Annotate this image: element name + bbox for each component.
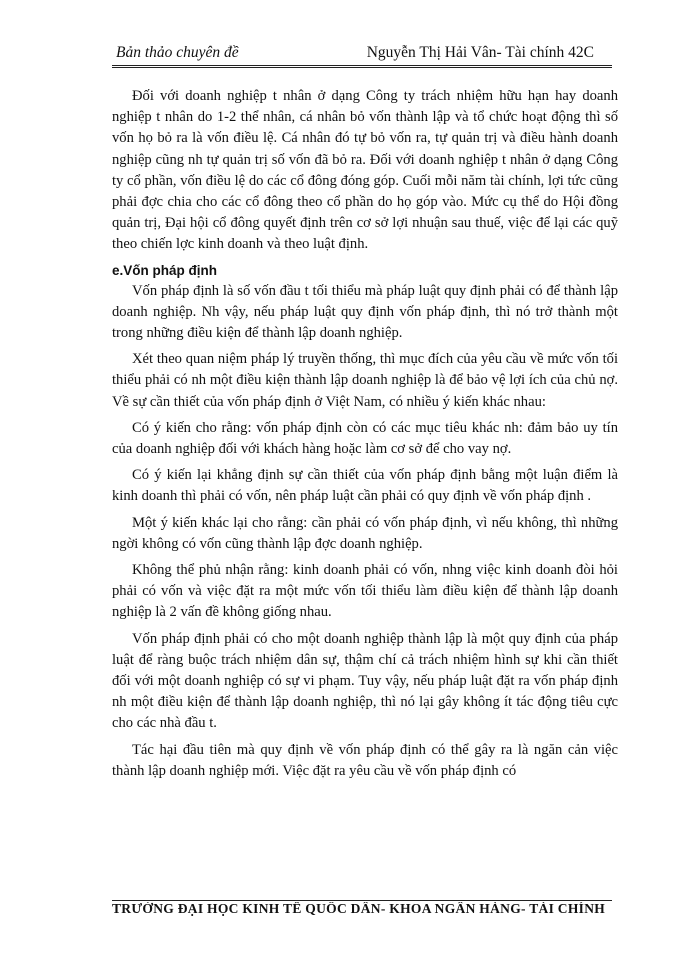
header-document-title: Bản thảo chuyên đề	[116, 44, 239, 61]
body-paragraph: Có ý kiến cho rằng: vốn pháp định còn có các mục tiêu khác nh: đảm bảo uy tín của doanh nghiệp đối với khách hàng hoặc làm cơ sở để cho vay nợ.	[112, 419, 618, 458]
body-paragraph: Tác hại đầu tiên mà quy định về vốn pháp định có thể gây ra là ngăn cản việc thành lập doanh nghiệp mới. Việc đặt ra yêu cầu về vốn pháp định có	[112, 741, 618, 779]
footer-institution: TRƯỜNG ĐẠI HỌC KINH TẾ QUỐC DÂN- KHOA NGÂN HÀNG- TÀI CHÍNH	[112, 902, 606, 916]
footer-divider	[112, 900, 612, 901]
page-header	[112, 38, 612, 64]
page-footer	[112, 902, 622, 916]
body-paragraph: Vốn pháp định phải có cho một doanh nghiệp thành lập là một quy định của pháp luật để ràng buộc trách nhiệm dân sự, thậm chí cả trách nhiệm hình sự khi cần thiết đối với một doanh nghiệp có sự vi phạm. Tuy vậy, nếu pháp luật đặt ra vốn pháp định nh một điều kiện để thành lập doanh nghiệp, thì nó lại gây không ít tác động tiêu cực cho các nhà đầu t.	[112, 630, 618, 732]
header-divider	[112, 65, 612, 68]
body-paragraph: Một ý kiến khác lại cho rằng: cần phải có vốn pháp định, vì nếu không, thì những ngời không có vốn cũng thành lập đợc doanh nghiệp.	[112, 514, 618, 552]
body-paragraph: Xét theo quan niệm pháp lý truyền thống, thì mục đích của yêu cầu về mức vốn tối thiểu phải có nh một điều kiện thành lập doanh nghiệp là để bảo vệ lợi ích của chủ nợ. Về sự cần thiết của vốn pháp định ở Việt Nam, có nhiều ý kiến khác nhau:	[112, 351, 618, 410]
header-author: Nguyễn Thị Hải Vân- Tài chính 42C	[366, 44, 594, 61]
body-paragraph: Có ý kiến lại khẳng định sự cần thiết của vốn pháp định bằng một luận điểm là kinh doanh thì phải có vốn, nên pháp luật cần phải có quy định về vốn pháp định .	[112, 467, 618, 505]
body-paragraph: Không thể phủ nhận rằng: kinh doanh phải có vốn, nhng việc kinh doanh đòi hỏi phải có vốn và việc đặt ra một mức vốn tối thiểu làm điều kiện để thành lập doanh nghiệp là 2 vấn đề không giống nhau.	[112, 562, 618, 621]
body-paragraph: Đối với doanh nghiệp t nhân ở dạng Công ty trách nhiệm hữu hạn hay doanh nghiệp t nhân do 1-2 thể nhân, cá nhân bỏ vốn thành lập và tổ chức hoạt động thì số vốn họ bỏ ra là vốn điều lệ. Cá nhân đó tự bỏ vốn ra, tự quản trị và điều hành doanh nghiệp cũng nh tự quản trị số vốn đã bỏ ra. Đối với doanh nghiệp t nhân ở dạng Công ty cổ phần, vốn điều lệ do các cổ đông đóng góp. Cuối mỗi năm tài chính, lợi tức cũng phải đợc chia cho các cổ đông theo cổ phần do họ góp vào. Mức cụ thể do Hội đồng quản trị, Đại hội cổ đông quyết định trên cơ sở lợi nhuận sau thuế, việc để lại các quỹ theo chiến lợc kinh doanh và theo luật định.	[112, 88, 618, 253]
page-body	[112, 86, 618, 787]
section-heading: e.Vốn pháp định	[112, 262, 217, 278]
body-paragraph: Vốn pháp định là số vốn đầu t tối thiểu mà pháp luật quy định phải có để thành lập doanh nghiệp. Nh vậy, nếu pháp luật quy định vốn pháp định, thì nó trở thành một trong những điều kiện để thành lập doanh nghiệp.	[112, 282, 618, 342]
